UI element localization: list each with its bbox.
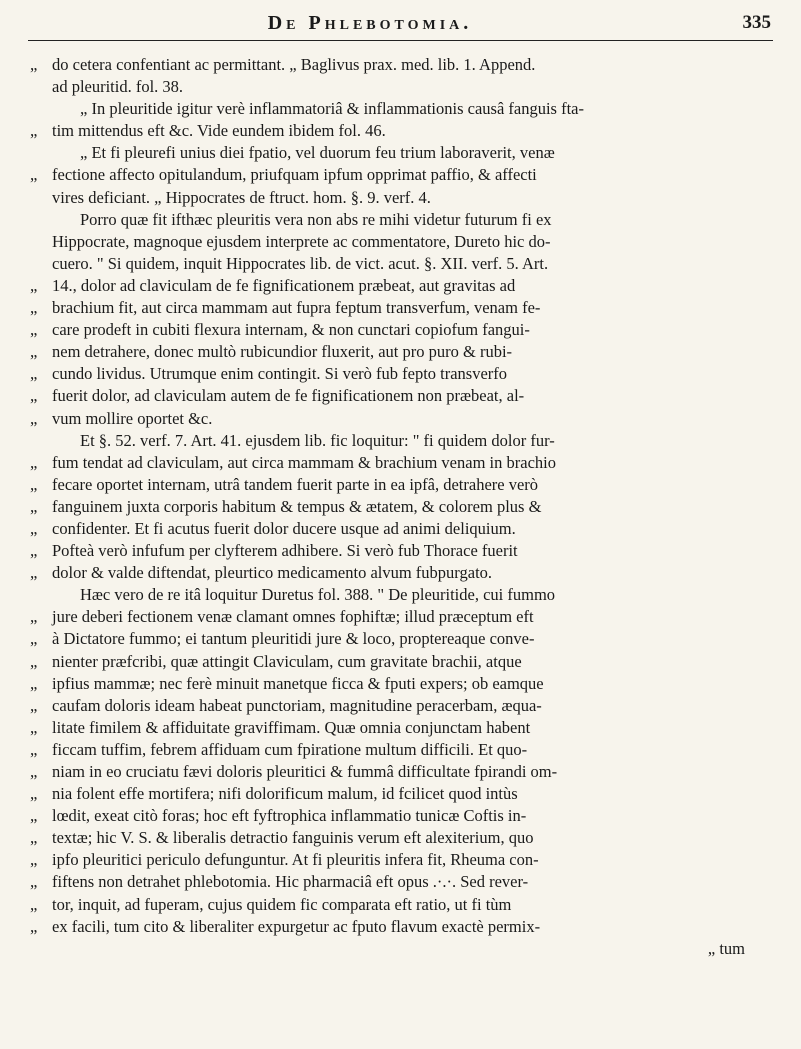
quote-mark: „: [30, 320, 38, 340]
line-text: niam in eo cruciatu fævi doloris pleuritici & fummâ difficultate fpirandi om-: [52, 762, 558, 781]
quote-mark: „: [30, 496, 38, 516]
text-line: [30, 408, 775, 430]
line-text: Hippocrate, magnoque ejusdem interprete ac commentatore, Dureto hic do-: [52, 231, 551, 251]
line-text: nem detrahere, donec multò rubicundior fluxerit, aut pro puro & rubi-: [52, 342, 513, 362]
quote-mark: „: [30, 762, 38, 781]
quote-mark: „: [30, 784, 38, 804]
text-line: [30, 341, 775, 363]
page-header: [0, 12, 801, 42]
line-text: fectione affecto opitulandum, priufquam ipfum opprimat paffio, & affecti: [52, 165, 537, 185]
text-line: [30, 297, 775, 319]
text-line: [30, 253, 775, 275]
quote-mark: „: [30, 629, 38, 649]
text-line: [30, 761, 775, 783]
body-text: [30, 54, 775, 960]
line-text: textæ; hic V. S. & liberalis detractio fanguinis verum eft alexiterium, quo: [52, 828, 534, 848]
text-line: [30, 385, 775, 407]
line-text: litate fimilem & affiduitate graviffimam. Quæ omnia conjunctam habent: [52, 717, 531, 737]
quote-mark: „: [30, 894, 38, 914]
text-line: [30, 717, 775, 739]
text-line: [30, 651, 775, 673]
line-text: Hæc vero de re itâ loquitur Duretus fol. 388. " De pleuritide, cui fummo: [80, 585, 556, 605]
quote-mark: „: [30, 474, 38, 494]
quote-mark: „: [30, 121, 38, 141]
line-text: tor, inquit, ad fuperam, cujus quidem fic comparata eft ratio, ut fi tùm: [52, 894, 512, 914]
line-text: ad pleuritid. fol. 38.: [52, 77, 184, 97]
text-line: [30, 739, 775, 761]
quote-mark: „: [30, 651, 38, 671]
line-text: tim mittendus eft &c. Vide eundem ibidem fol. 46.: [52, 121, 386, 141]
quote-mark: „: [30, 275, 38, 295]
line-text: vires deficiant. „ Hippocrates de ftruct. hom. §. 9. verf. 4.: [52, 187, 431, 207]
quote-mark: „: [30, 916, 38, 936]
text-line: [30, 496, 775, 518]
text-line: [30, 894, 775, 916]
line-text: brachium fit, aut circa mammam aut fupra feptum transverfum, venam fe-: [52, 298, 541, 318]
line-text: lœdit, exeat citò foras; hoc eft fyftrophica inflammatio tunicæ Coftis in-: [52, 806, 527, 826]
quote-mark: „: [30, 55, 38, 74]
quote-mark: „: [30, 673, 38, 693]
text-line: [30, 628, 775, 650]
line-text: ex facili, tum cito & liberaliter expurgetur ac fputo flavum exactè permix-: [52, 916, 541, 936]
line-text: caufam doloris ideam habeat punctoriam, magnitudine peracerbam, æqua-: [52, 695, 542, 715]
text-line: [30, 54, 775, 76]
quote-mark: „: [30, 342, 38, 362]
text-line: [30, 916, 775, 938]
line-text: „ tum: [707, 938, 745, 958]
text-line: [30, 562, 775, 584]
text-line: [30, 164, 775, 186]
text-line: [30, 695, 775, 717]
quote-mark: „: [30, 364, 38, 384]
text-line: [30, 209, 775, 231]
line-text: ipfo pleuritici periculo defunguntur. At fi pleuritis infera fit, Rheuma con-: [52, 850, 539, 870]
line-text: ficcam tuffim, febrem affiduam cum fpiratione multum difficili. Et quo-: [52, 739, 528, 759]
text-line: [30, 98, 775, 120]
line-text: care prodeft in cubiti flexura internam, & non cunctari copiofum fangui-: [52, 320, 530, 340]
line-text: fuerit dolor, ad claviculam autem de fe fignificationem non præbeat, al-: [52, 386, 525, 406]
text-line: [30, 938, 775, 960]
line-text: do cetera confentiant ac permittant. „ Baglivus prax. med. lib. 1. Append.: [52, 55, 536, 74]
text-line: [30, 231, 775, 253]
running-title: De Phlebotomia.: [267, 12, 473, 34]
quote-mark: „: [30, 828, 38, 848]
quote-mark: „: [30, 298, 38, 318]
text-line: [30, 606, 775, 628]
text-line: [30, 120, 775, 142]
line-text: cuero. " Si quidem, inquit Hippocrates lib. de vict. acut. §. XII. verf. 5. Art.: [52, 253, 549, 273]
line-text: „ Et fi pleurefi unius diei fpatio, vel duorum feu trium laboraverit, venæ: [80, 143, 555, 163]
quote-mark: „: [30, 541, 38, 561]
line-text: Porro quæ fit ifthæc pleuritis vera non abs re mihi videtur futurum fi ex: [80, 209, 552, 229]
quote-mark: „: [30, 518, 38, 538]
text-line: [30, 827, 775, 849]
quote-mark: „: [30, 806, 38, 826]
quote-mark: „: [30, 717, 38, 737]
text-line: [30, 805, 775, 827]
quote-mark: „: [30, 695, 38, 715]
quote-mark: „: [30, 452, 38, 472]
text-line: [30, 187, 775, 209]
line-text: Pofteà verò infufum per clyfterem adhibere. Si verò fub Thorace fuerit: [52, 541, 518, 561]
page-number: 335: [742, 12, 771, 33]
text-line: [30, 430, 775, 452]
line-text: fecare oportet internam, utrâ tandem fuerit parte in ea ipfâ, detrahere verò: [52, 474, 539, 494]
line-text: cundo lividus. Utrumque enim contingit. Si verò fub fepto transverfo: [52, 364, 508, 384]
text-line: [30, 849, 775, 871]
text-line: [30, 783, 775, 805]
quote-mark: „: [30, 872, 38, 892]
line-text: Et §. 52. verf. 7. Art. 41. ejusdem lib. fic loquitur: " fi quidem dolor fur-: [80, 430, 555, 450]
line-text: 14., dolor ad claviculam de fe fignificationem præbeat, aut gravitas ad: [52, 275, 516, 295]
text-line: [30, 452, 775, 474]
line-text: jure deberi fectionem venæ clamant omnes fophiftæ; illud præceptum eft: [52, 607, 534, 627]
text-line: [30, 319, 775, 341]
line-text: „ In pleuritide igitur verè inflammatoriâ & inflammationis causâ fanguis fta-: [80, 99, 584, 119]
text-line: [30, 275, 775, 297]
text-line: [30, 474, 775, 496]
text-line: [30, 673, 775, 695]
quote-mark: „: [30, 607, 38, 627]
text-line: [30, 363, 775, 385]
header-rule: [28, 40, 773, 41]
text-line: [30, 871, 775, 893]
quote-mark: „: [30, 386, 38, 406]
line-text: vum mollire oportet &c.: [52, 408, 213, 428]
quote-mark: „: [30, 165, 38, 185]
line-text: dolor & valde diftendat, pleurtico medicamento alvum fubpurgato.: [52, 563, 493, 583]
quote-mark: „: [30, 850, 38, 870]
text-line: [30, 142, 775, 164]
quote-mark: „: [30, 563, 38, 583]
line-text: confidenter. Et fi acutus fuerit dolor ducere usque ad animi deliquium.: [52, 518, 516, 538]
line-text: nienter præfcribi, quæ attingit Claviculam, cum gravitate brachii, atque: [52, 651, 522, 671]
text-line: [30, 540, 775, 562]
line-text: fanguinem juxta corporis habitum & tempus & ætatem, & colorem plus &: [52, 496, 542, 516]
line-text: fum tendat ad claviculam, aut circa mammam & brachium venam in brachio: [52, 452, 556, 472]
quote-mark: „: [30, 739, 38, 759]
line-text: nia folent effe mortifera; nifi dolorificum malum, id fcilicet quod intùs: [52, 784, 518, 804]
text-line: [30, 584, 775, 606]
quote-mark: „: [30, 408, 38, 428]
text-line: [30, 518, 775, 540]
text-line: [30, 76, 775, 98]
line-text: fiftens non detrahet phlebotomia. Hic pharmaciâ eft opus .·.·. Sed rever-: [52, 872, 529, 892]
line-text: ipfius mammæ; nec ferè minuit manetque ficca & fputi expers; ob eamque: [52, 673, 544, 693]
line-text: à Dictatore fummo; ei tantum pleuritidi jure & loco, proptereaque conve-: [52, 629, 535, 649]
